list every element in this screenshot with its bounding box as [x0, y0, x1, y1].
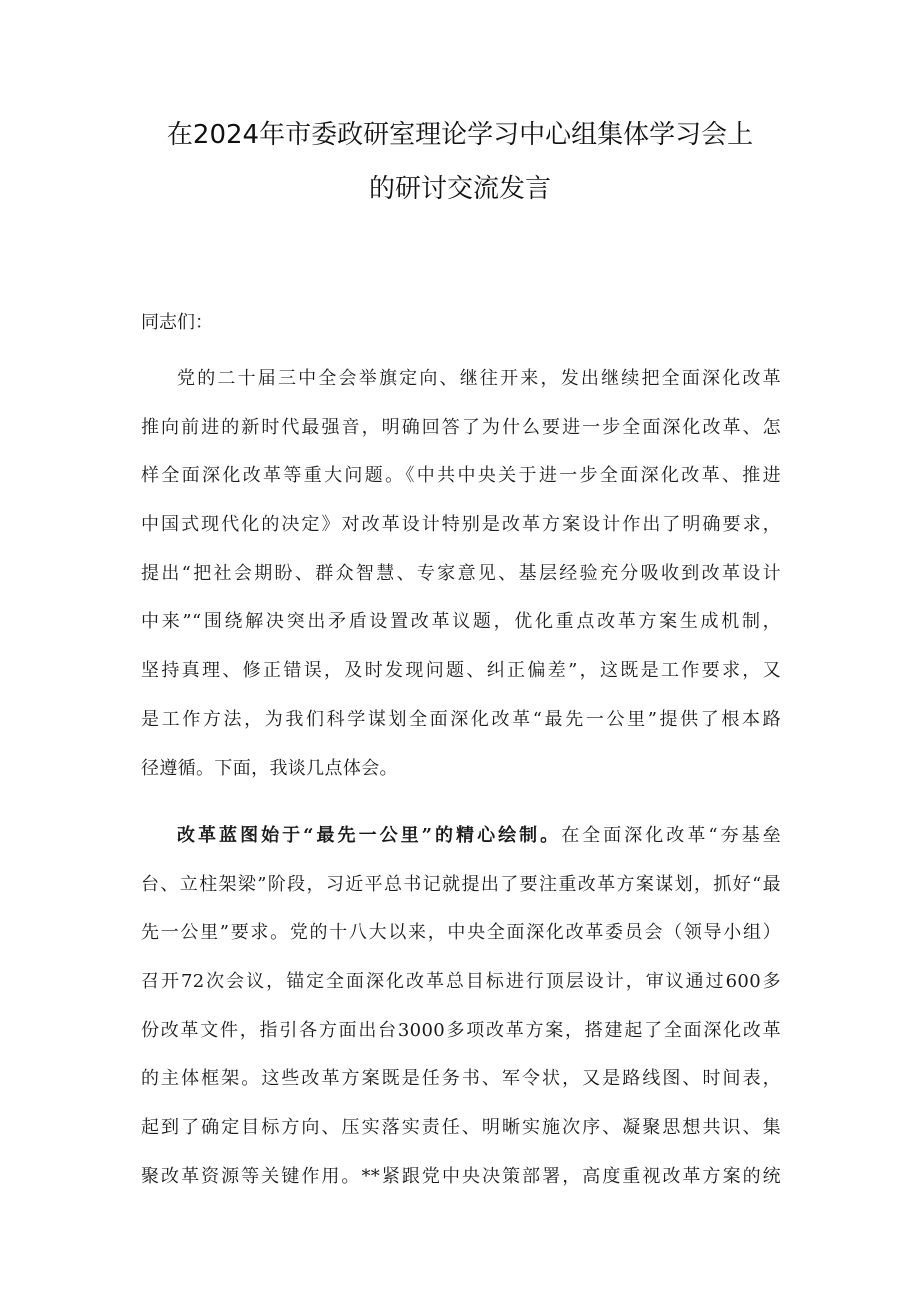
paragraph-line: 中来”“围绕解决突出矛盾设置改革议题，优化重点改革方案生成机制，: [141, 611, 781, 633]
paragraph-line: 党的二十届三中全会举旗定向、继往开来，发出继续把全面深化改革: [177, 368, 781, 389]
document-title-line-1: 在2024年市委政研室理论学习中心组集体学习会上: [166, 120, 754, 150]
salutation: 同志们：: [141, 312, 213, 333]
paragraph-line: 先一公里”要求。党的十八大以来，中央全面深化改革委员会（领导小组）: [141, 922, 781, 944]
paragraph-line: [141, 812, 781, 861]
paragraph-2: [141, 812, 781, 1202]
paragraph-line: 中国式现代化的决定》对改革设计特别是改革方案设计作出了明确要求，: [141, 514, 781, 536]
paragraph-line: 径遵循。下面，我谈几点体会。: [141, 757, 398, 779]
paragraph-line: 召开72次会议，锚定全面深化改革总目标进行顶层设计，审议通过600多: [141, 971, 781, 993]
paragraph-line: 提出“把社会期盼、群众智慧、专家意见、基层经验充分吸收到改革设计: [141, 562, 781, 584]
paragraph-line: 推向前进的新时代最强音，明确回答了为什么要进一步全面深化改革、怎: [141, 416, 781, 438]
paragraph-text: 在全面深化改革“夯基垒: [561, 825, 781, 846]
paragraph-line: 样全面深化改革等重大问题。《中共中央关于进一步全面深化改革、推进: [141, 465, 781, 487]
paragraph-line: 是工作方法，为我们科学谋划全面深化改革“最先一公里”提供了根本路: [141, 708, 781, 730]
paragraph-line: 坚持真理、修正错误，及时发现问题、纠正偏差”，这既是工作要求，又: [141, 660, 781, 682]
paragraph-1: [141, 355, 781, 793]
section-lead-heading: 改革蓝图始于“最先一公里”的精心绘制。: [177, 825, 562, 846]
paragraph-line: 聚改革资源等关键作用。**紧跟党中央决策部署，高度重视改革方案的统: [141, 1165, 781, 1187]
paragraph-line: 台、立柱架梁”阶段，习近平总书记就提出了要注重改革方案谋划，抓好“最: [141, 873, 781, 895]
paragraph-line: 起到了确定目标方向、压实落实责任、明晰实施次序、凝聚思想共识、集: [141, 1117, 781, 1139]
document-title-line-2: 的研讨交流发言: [368, 174, 551, 204]
paragraph-line: 份改革文件，指引各方面出台3000多项改革方案，搭建起了全面深化改革: [141, 1019, 781, 1041]
paragraph-line: 的主体框架。这些改革方案既是任务书、军令状，又是路线图、时间表，: [141, 1068, 781, 1090]
